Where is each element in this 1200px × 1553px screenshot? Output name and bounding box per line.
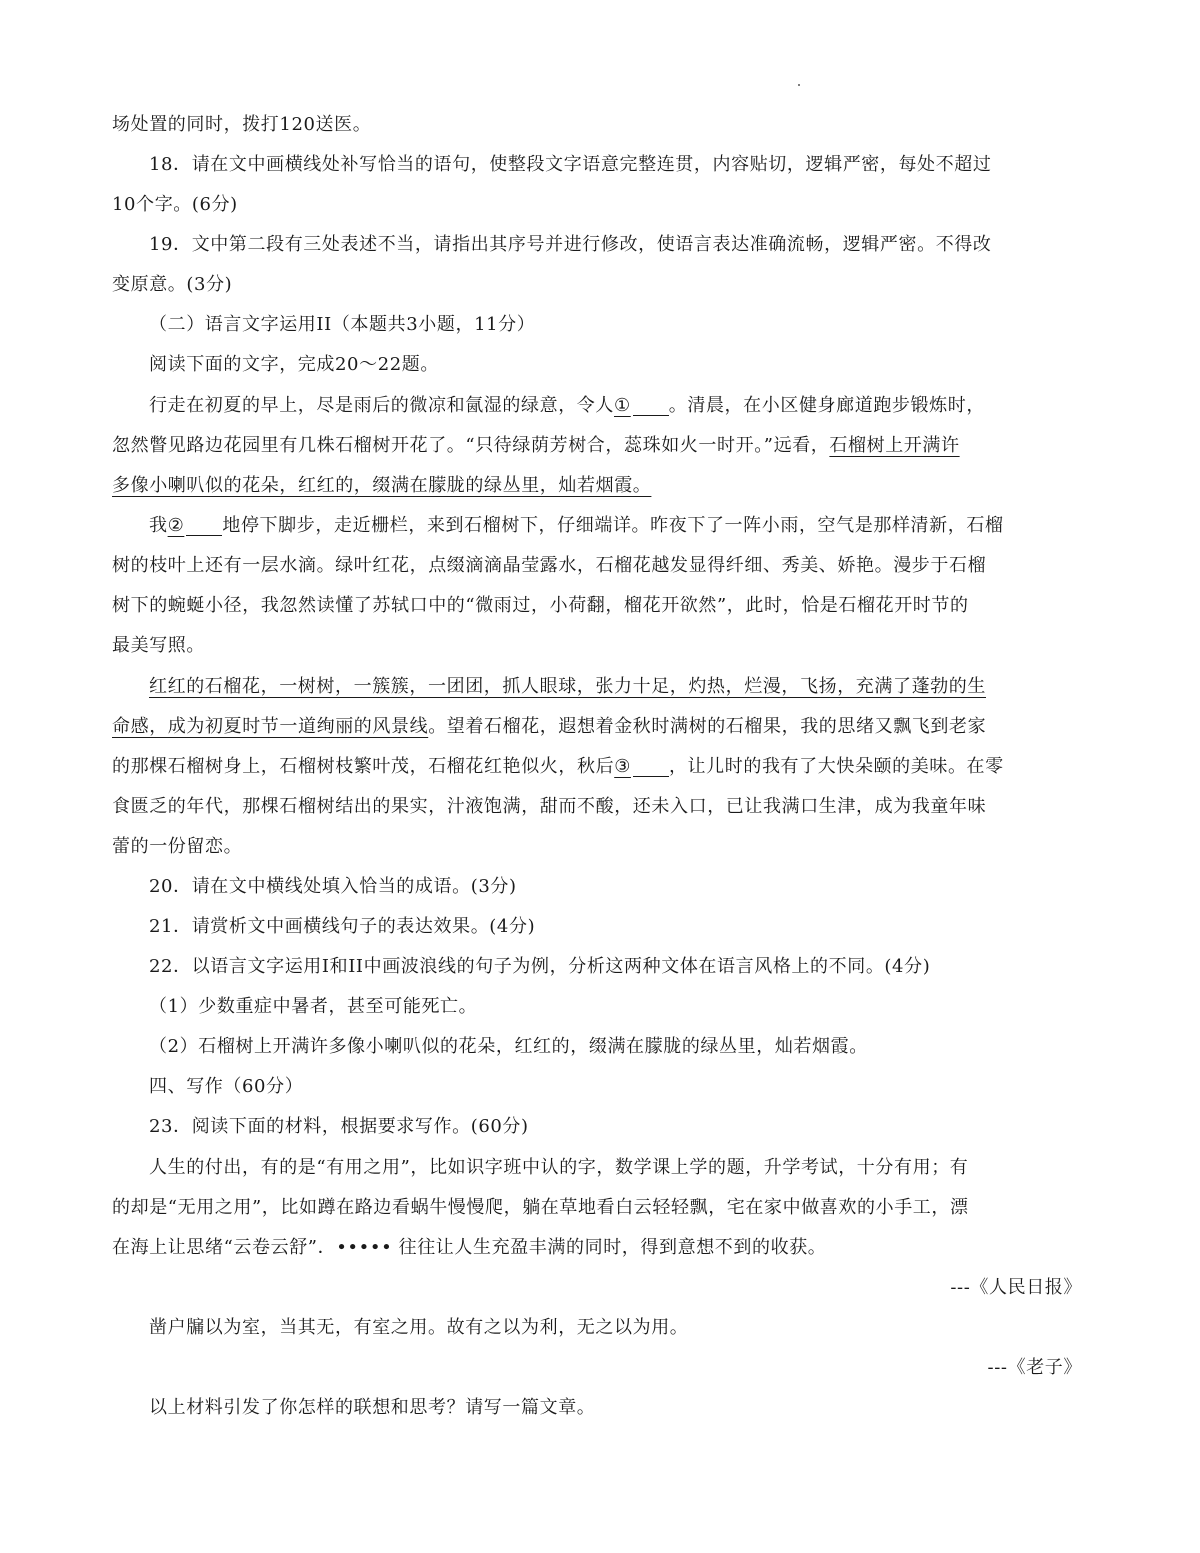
passage-line	[112, 434, 960, 458]
underlined-sentence: 红红的石榴花，一树树，一簇簇，一团团，抓人眼球，张力十足，灼热，烂漫，飞扬，充满了蓬勃的生	[149, 676, 986, 697]
wavy-line-text: 多像小喇叭似的花朵，红红的，缀满在朦胧的绿丛里，灿若烟霞。	[112, 475, 652, 496]
passage-line	[149, 514, 1004, 538]
passage-text: 。清晨，在小区健身廊道跑步锻炼时，	[668, 395, 985, 416]
scan-dot	[798, 84, 800, 86]
question-23: 23．阅读下面的材料，根据要求写作。(60分)	[149, 1116, 529, 1137]
underlined-sentence: 命感，成为初夏时节一道绚丽的风景线	[112, 716, 429, 737]
source-attribution: ---《人民日报》	[950, 1277, 1082, 1298]
passage-line	[149, 394, 985, 418]
material-line: 人生的付出，有的是“有用之用”，比如识字班中认的字，数学课上学的题，升学考试，十分有用；有	[149, 1157, 969, 1178]
passage-line: 蕾的一份留恋。	[112, 836, 243, 857]
question-21: 21．请赏析文中画横线句子的表达效果。(4分)	[149, 916, 536, 937]
question-22: 22．以语言文字运用I和II中画波浪线的句子为例，分析这两种文体在语言风格上的不同。(4分)	[149, 956, 931, 977]
passage-text: 。望着石榴花，遐想着金秋时满树的石榴果，我的思绪又飘飞到老家	[428, 716, 987, 737]
question-18: 18．请在文中画横线处补写恰当的语句，使整段文字语意完整连贯，内容贴切，逻辑严密，每处不超过	[149, 154, 992, 175]
source-attribution: ---《老子》	[987, 1357, 1082, 1378]
instruction: 阅读下面的文字，完成20～22题。	[149, 354, 440, 375]
material-line: 在海上让思绪“云卷云舒”．••••• 往往让人生充盈丰满的同时，得到意想不到的收获。	[112, 1237, 827, 1258]
blank-number: ①	[614, 395, 631, 416]
passage-text: 行走在初夏的早上，尽是雨后的微凉和氤湿的绿意，令人	[149, 395, 614, 416]
question-20: 20．请在文中横线处填入恰当的成语。(3分)	[149, 876, 517, 897]
blank-number: ③	[614, 756, 631, 777]
passage-line	[112, 715, 986, 739]
material-line: 的却是“无用之用”，比如蹲在路边看蜗牛慢慢爬，躺在草地看白云轻轻飘，宅在家中做喜欢的小手工，漂	[112, 1197, 969, 1218]
passage-line: 树下的蜿蜒小径，我忽然读懂了苏轼口中的“微雨过，小荷翻，榴花开欲然”，此时，恰是石榴花开时节的	[112, 595, 969, 616]
question-22-item-2: （2）石榴树上开满许多像小喇叭似的花朵，红红的，缀满在朦胧的绿丛里，灿若烟霞。	[149, 1036, 868, 1057]
question-19: 19．文中第二段有三处表述不当，请指出其序号并进行修改，使语言表达准确流畅，逻辑严密。不得改	[149, 234, 992, 255]
passage-line: 食匮乏的年代，那棵石榴树结出的果实，汁液饱满，甜而不酸，还未入口，已让我满口生津，成为我童年味	[112, 796, 987, 817]
wavy-line-text: 石榴树上开满许	[829, 435, 960, 456]
blank-1	[614, 394, 669, 418]
passage-text: 的那棵石榴树身上，石榴树枝繁叶茂，石榴花红艳似火，秋后	[112, 756, 615, 777]
passage-text: 我	[149, 515, 168, 536]
text-line: 变原意。(3分)	[112, 274, 233, 295]
blank-number: ②	[167, 515, 185, 536]
question-22-item-1: （1）少数重症中暑者，甚至可能死亡。	[149, 996, 478, 1017]
passage-line	[112, 755, 1004, 779]
writing-prompt: 以上材料引发了你怎样的联想和思考？请写一篇文章。	[149, 1397, 596, 1418]
text-line: 10个字。(6分)	[112, 194, 238, 215]
blank-2	[168, 514, 223, 538]
passage-line: 树的枝叶上还有一层水滴。绿叶红花，点缀滴滴晶莹露水，石榴花越发显得纤细、秀美、娇艳。漫步于石榴	[112, 555, 987, 576]
passage-text: ，让儿时的我有了大快朵颐的美味。在零	[668, 756, 1004, 777]
passage-text: 地停下脚步，走近栅栏，来到石榴树下，仔细端详。昨夜下了一阵小雨，空气是那样清新，石榴	[222, 515, 1004, 536]
section-heading: 四、写作（60分）	[149, 1076, 304, 1097]
blank-3	[614, 755, 669, 779]
passage-text: 忽然瞥见路边花园里有几株石榴树开花了。“只待绿荫芳树合，蕊珠如火一时开。”远看，	[112, 435, 830, 456]
section-heading: （二）语言文字运用II（本题共3小题，11分）	[149, 314, 536, 335]
material-line: 凿户牖以为室，当其无，有室之用。故有之以为利，无之以为用。	[149, 1317, 689, 1338]
passage-line: 最美写照。	[112, 635, 205, 656]
text-line: 场处置的同时，拨打120送医。	[112, 114, 372, 135]
